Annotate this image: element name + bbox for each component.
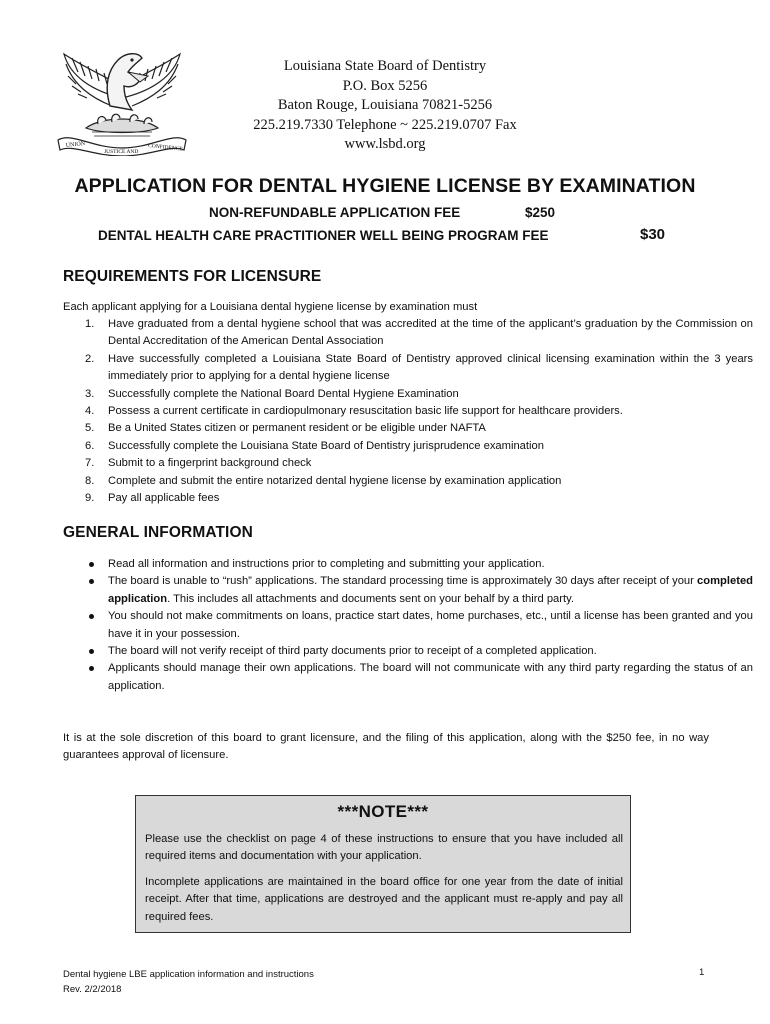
discretion-paragraph: It is at the sole discretion of this board to grant licensure, and the filing of this application, along with the $250 fee, in no way guarantees approval of licensure. <box>63 732 709 762</box>
list-number: 2. <box>85 352 95 365</box>
list-item-text: Applicants should manage their own applications. The board will not communicate with any third party regarding the status of an application. <box>108 662 753 692</box>
application-fee-amount: $250 <box>525 205 556 220</box>
list-item <box>108 556 753 573</box>
list-number: 5. <box>85 422 95 435</box>
list-item-text: The board is unable to “rush” applications. The standard processing time is approximately 30 days after receipt of your <box>108 575 698 588</box>
phone-fax: 225.219.7330 Telephone ~ 225.219.0707 Fax <box>253 116 517 133</box>
list-item <box>85 438 753 455</box>
list-item-text: Successfully complete the National Board Dental Hygiene Examination <box>108 387 459 400</box>
list-item <box>108 573 753 608</box>
bullet-icon <box>89 614 94 619</box>
po-box: P.O. Box 5256 <box>342 77 428 94</box>
note-paragraph-incomplete: Incomplete applications are maintained in the board office for one year from the date of initial receipt. After that time, applications are destroyed and the applicant must re-apply and pay all required fees. <box>145 876 623 923</box>
general-info-list <box>63 556 753 695</box>
page-number: 1 <box>699 967 705 978</box>
seal-motto-center: JUSTICE AND <box>104 149 139 155</box>
list-item-text: Be a United States citizen or permanent resident or be eligible under NAFTA <box>108 422 486 435</box>
page-title: APPLICATION FOR DENTAL HYGIENE LICENSE BY EXAMINATION <box>74 175 696 197</box>
bullet-icon <box>89 562 94 567</box>
letterhead <box>215 57 555 155</box>
louisiana-pelican-seal-icon <box>52 36 192 156</box>
footer <box>63 967 314 997</box>
list-number: 8. <box>85 474 95 487</box>
list-number: 4. <box>85 405 95 418</box>
note-box <box>135 795 631 933</box>
list-item <box>85 351 753 386</box>
list-item-text: Read all information and instructions prior to completing and submitting your application. <box>108 558 545 570</box>
list-item <box>85 316 753 351</box>
list-number: 6. <box>85 439 95 452</box>
list-number: 1. <box>85 318 95 330</box>
website-link[interactable]: www.lsbd.org <box>344 136 426 152</box>
program-fee-amount: $30 <box>640 226 666 243</box>
list-item <box>85 473 753 490</box>
list-number: 9. <box>85 492 95 505</box>
list-item-text: Have graduated from a dental hygiene school that was accredited at the time of the applicant’s graduation by the Commission on Dental Accreditation of the American Dental Association <box>108 318 753 348</box>
requirements-list <box>63 316 753 507</box>
requirements-intro: Each applicant applying for a Louisiana dental hygiene license by examination must <box>63 301 478 313</box>
list-item <box>85 420 753 437</box>
application-fee-label: NON-REFUNDABLE APPLICATION FEE <box>209 205 461 220</box>
list-item <box>85 490 753 507</box>
bullet-icon <box>89 649 94 654</box>
list-item <box>85 403 753 420</box>
list-item-text: . This includes all attachments and documents sent on your behalf by a third party. <box>167 592 574 605</box>
list-item-text: Successfully complete the Louisiana State Board of Dentistry jurisprudence examination <box>108 439 544 452</box>
list-item <box>108 608 753 643</box>
list-item-text: You should not make commitments on loans, practice start dates, home purchases, etc., until a license has been granted and you have it in your possession. <box>108 610 753 640</box>
note-paragraph-checklist: Please use the checklist on page 4 of these instructions to ensure that you have included all required items and documentation with your application. <box>145 833 623 863</box>
bullet-icon <box>89 666 94 671</box>
list-item <box>85 386 753 403</box>
list-item-text: Complete and submit the entire notarized dental hygiene license by examination application <box>108 474 562 487</box>
city-address: Baton Rouge, Louisiana 70821-5256 <box>277 97 493 113</box>
footer-revision: Rev. 2/2/2018 <box>63 984 122 995</box>
bullet-icon <box>89 579 94 584</box>
general-info-heading: GENERAL INFORMATION <box>63 524 253 541</box>
list-number: 7. <box>85 457 95 470</box>
list-item-text: The board will not verify receipt of third party documents prior to receipt of a completed application. <box>108 645 597 658</box>
list-item <box>108 660 753 695</box>
seal-motto-left: UNION <box>65 140 86 149</box>
requirements-heading: REQUIREMENTS FOR LICENSURE <box>63 268 322 285</box>
emphasis-text: completed application <box>108 575 753 605</box>
list-item <box>85 455 753 472</box>
note-title: ***NOTE*** <box>337 802 429 821</box>
list-item <box>108 643 753 660</box>
org-name: Louisiana State Board of Dentistry <box>283 58 487 74</box>
footer-doc-name: Dental hygiene LBE application information and instructions <box>63 969 314 980</box>
list-item-text: Possess a current certificate in cardiopulmonary resuscitation basic life support for healthcare providers. <box>108 405 623 418</box>
list-number: 3. <box>85 387 95 400</box>
list-item-text: Pay all applicable fees <box>108 492 220 505</box>
seal-motto-right: CONFIDENCE <box>147 143 184 153</box>
list-item-text: Have successfully completed a Louisiana State Board of Dentistry approved clinical licensing examination within the 3 years immediately prior to applying for a dental hygiene license <box>108 352 753 383</box>
program-fee-label: DENTAL HEALTH CARE PRACTITIONER WELL BEING PROGRAM FEE <box>98 228 549 243</box>
list-item-text: Submit to a fingerprint background check <box>108 457 312 470</box>
